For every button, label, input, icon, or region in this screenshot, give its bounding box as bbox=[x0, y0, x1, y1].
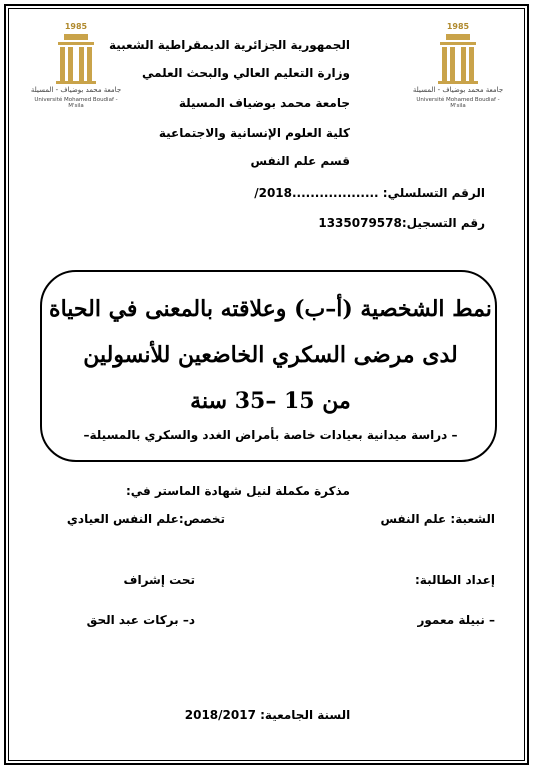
university-emblem-icon bbox=[438, 32, 478, 84]
title-line-3: من 15 –35 سنة bbox=[190, 388, 351, 414]
header-university: جامعة محمد بوضياف المسيلة bbox=[178, 96, 350, 110]
prepared-by-label: إعداد الطالبة: bbox=[415, 573, 495, 587]
supervisor-name: د– بركات عبد الحق bbox=[86, 613, 195, 627]
logo-name-fr: Université Mohamed Boudiaf - M'sila bbox=[416, 97, 500, 109]
header-ministry: وزارة التعليم العالي والبحث العلمي bbox=[141, 66, 350, 80]
header-faculty: كلية العلوم الإنسانية والاجتماعية bbox=[158, 126, 350, 140]
thesis-title-box bbox=[40, 270, 497, 462]
logo-year: 1985 bbox=[446, 22, 470, 31]
student-name: – نبيلة معمور bbox=[417, 613, 495, 627]
header-republic: الجمهورية الجزائرية الديمقراطية الشعبية bbox=[108, 38, 350, 52]
logo-name-ar: جامعة محمد بوضياف - المسيلة bbox=[412, 86, 504, 94]
academic-year: السنة الجامعية: 2018/2017 bbox=[184, 708, 351, 722]
university-logo-right bbox=[410, 22, 506, 112]
specialty: تخصص:علم النفس العيادي bbox=[66, 512, 225, 526]
header-department: قسم علم النفس bbox=[250, 154, 350, 168]
title-subtitle: – دراسة ميدانية بعيادات خاصة بأمراض الغدد والسكري بالمسيلة– bbox=[83, 428, 458, 442]
logo-name-ar: جامعة محمد بوضياف - المسيلة bbox=[30, 86, 122, 94]
serial-number: الرقم التسلسلي: ...................2018/ bbox=[254, 186, 485, 200]
title-line-1: نمط الشخصية (أ–ب) وعلاقته بالمعنى في الحياة bbox=[49, 296, 492, 322]
logo-year: 1985 bbox=[64, 22, 88, 31]
university-emblem-icon bbox=[56, 32, 96, 84]
supervision-label: تحت إشراف bbox=[123, 573, 195, 587]
title-line-2: لدى مرضى السكري الخاضعين للأنسولين bbox=[83, 342, 458, 368]
thesis-intro: مذكرة مكملة لنيل شهادة الماستر في: bbox=[125, 484, 350, 498]
logo-name-fr: Université Mohamed Boudiaf - M'sila bbox=[34, 97, 118, 109]
branch: الشعبة: علم النفس bbox=[380, 512, 495, 526]
university-logo-left bbox=[28, 22, 124, 112]
registration-number: رقم التسجيل:1335079578 bbox=[318, 216, 485, 230]
